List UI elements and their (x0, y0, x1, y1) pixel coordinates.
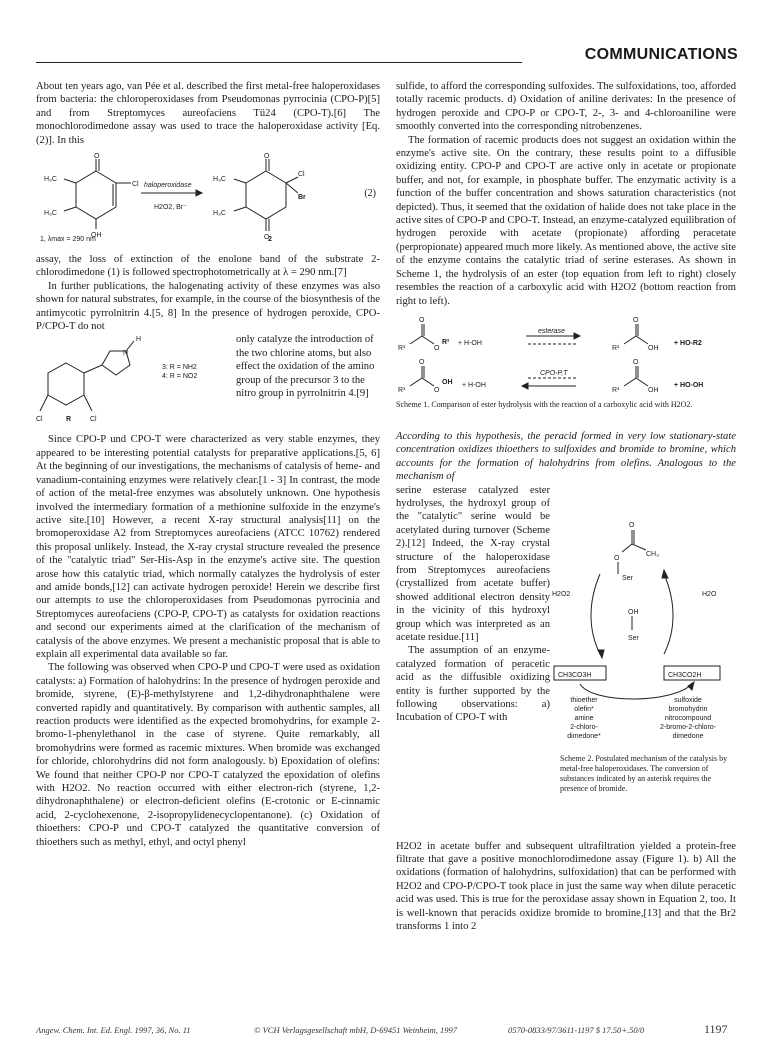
compound-1-label: 1, λmax = 290 nm (40, 236, 96, 244)
paragraph: The assumption of an enzyme-catalyzed formation of peracetic acid as the diffusible oxidizing entity is further supported by the following observations: a) Incubation of CPO-T with (396, 645, 550, 724)
scheme2-h2o: H2O (702, 590, 717, 598)
section-header: COMMUNICATIONS (584, 46, 738, 63)
paragraph: In further publications, the halogenating activity of these enzymes was also shown for natural substrates, for example, in the course of the biosynthesis of the antimycotic pyrrolnitrin 4.[5, 8] In the presence of hydrogen peroxide, CPO-P/CPO-T do not (36, 280, 380, 333)
svg-text:O: O (419, 358, 425, 366)
svg-text:Ser: Ser (628, 634, 639, 642)
scheme1-enzyme-esterase: esterase (538, 327, 565, 335)
scheme1-enzyme-cpo: CPO-P,T (540, 369, 568, 377)
scheme2-product-list (640, 696, 736, 741)
right-column (396, 80, 736, 933)
scheme2-h2o2: H2O2 (552, 590, 571, 598)
svg-text:CH₃: CH₃ (646, 550, 659, 558)
svg-text:Cl: Cl (36, 416, 43, 424)
svg-text:R¹: R¹ (398, 344, 406, 352)
svg-text:R¹: R¹ (398, 386, 406, 394)
scheme2-peracid-box: CH3CO3H (558, 671, 592, 679)
scheme1-hoh-top: + H-OH (458, 339, 482, 347)
paragraph: The following was observed when CPO-P und CPO-T were used as oxidation catalysts: a) Formation of halohydrins: In the presence of hydrogen peroxide and bromide, styrene, (E)-β-methylstyrene and 1,2-dihydronaphthalene were converted rapidly and quantitatively. By comparison with authentic samples, all reaction products were identified as the expected bromohydrins, for example 2-bromo-1-phenylethanol in the case of styrene. Quite remarkably, all bromohydrins were formed as racemic mixtures. When bromide was exchanged for chloride, chlorohydrins did not form analogously. b) Epoxidation of olefins: We found that neither CPO-P nor CPO-T catalyzed the epoxidation of olefins with H2O2. No reaction occurred with either electron-rich (styrene, 1,2-dihydronaphthalene) or electron-deficient olefins (E-crotonic or E-cinnamic acid, 2-cyclohexenone, 2-isopropylidenecyclopentanone). (c) Oxidation of thioethers: CPO-P und CPO-T catalyzed the quantitative conversion of thioethers such as methyl, ethyl, and octyl phenyl (36, 662, 380, 848)
svg-text:OH: OH (648, 344, 659, 352)
substrate-item: dimedone* (567, 732, 601, 740)
svg-text:H₃C: H₃C (213, 210, 226, 218)
svg-text:R²: R² (442, 338, 450, 346)
svg-text:O: O (633, 316, 639, 324)
paragraph: serine esterase catalyzed ester hydrolyses, the hydroxyl group of the "catalytic" serine would be acetylated during turnover (Scheme 2).[12] Indeed, the X-ray crystal structure of the haloperoxidase from Streptomyces aureofaciens (crystallized from acetate buffer) showed additional electron density in the vicinity of this hydroxyl group which was interpreted as an acetate residue.[11] (396, 484, 550, 643)
product-item: 2-bromo-2-chloro- (659, 723, 717, 731)
equation-2-structures (36, 153, 380, 245)
svg-text:O: O (614, 554, 620, 562)
header-rule (36, 62, 522, 63)
svg-text:R¹: R¹ (612, 386, 620, 394)
scheme2-acid-box: CH3CO2H (668, 671, 702, 679)
scheme2-substrate-list (554, 696, 614, 741)
substrate-item: olefin* (574, 705, 594, 713)
svg-text:OH: OH (442, 378, 453, 386)
equation-number: (2) (364, 188, 376, 200)
product-item: nitrocompound (664, 714, 712, 722)
product-item: dimedone (672, 732, 704, 740)
svg-text:O: O (419, 316, 425, 324)
scheme1-hor2: + HO-R2 (674, 339, 702, 347)
svg-text:O: O (94, 153, 100, 161)
svg-text:O: O (629, 521, 635, 529)
svg-text:H₃C: H₃C (213, 176, 226, 184)
substrate-item: 2-chloro- (570, 723, 598, 731)
compound-4-label: 4: R = NO2 (162, 373, 198, 381)
paragraph: assay, the loss of extinction of the enolone band of the substrate 2-chlorodimedone (1) is followed spectrophotometrically at λ = 290 nm.[7] (36, 254, 380, 279)
product-item: sulfoxide (674, 696, 702, 704)
substrate-item: thioether (570, 696, 598, 704)
product-item: bromohydrin (668, 705, 708, 713)
svg-text:R: R (66, 416, 72, 424)
left-column (36, 80, 380, 849)
svg-text:O: O (264, 153, 270, 161)
footer-publisher: © VCH Verlagsgesellschaft mbH, D-69451 Weinheim, 1997 (254, 1025, 458, 1035)
paragraph: Since CPO-P und CPO-T were characterized as very stable enzymes, they appeared to be interesting potential catalysts for preparative applications.[5, 6] At the beginning of our investigations, the mechanisms of catalysis of heme- and vanadium-containing enzymes were relatively clear.[1 - 3] In contrast, the mode of action of the metal-free enzymes was absolutely unknown. One hypothesis involved the intermediary formation of a methionine sulfoxide in the enzyme's active site.[10] However, a recent X-ray structural analysis[11] on the bromoperoxidase A2 from Streptomyces aureofaciens (ATCC 10762) rendered this proposal unlikely. Instead, the X-ray crystal structure revealed the presence of the "catalytic triad" Ser-His-Asp in the enzyme's active site. The question arose how this catalytic triad, which normally catalyzes the hydrolysis of ester and amide bonds,[12] can activate hydrogen peroxide! Herein we describe first our attempts to use the chloroperoxidases from Pseudomonas pyrrocinia and Streptomyces aureofaciens (CPO-P, CPO-T) as catalysts for oxidation reactions and second our experiments aimed at the clarification of the mechanism of catalysis of the above enzymes. We present a mechanistic proposal that is able to explain all experimental data available so far. (36, 434, 380, 660)
svg-text:Cl: Cl (132, 181, 139, 189)
scheme-2-block (396, 484, 736, 840)
paragraph: sulfide, to afford the corresponding sulfoxides. The sulfoxidations, too, afforded totally racemic products. d) Oxidation of aniline derivates: In the presence of hydrogen peroxide and CPO-P or CPO-T, 2-, 3- and 4-chloroaniline were smoothly converted into the corresponding nitrobenzenes. (396, 81, 736, 133)
scheme-1-caption: Scheme 1. Comparison of ester hydrolysis with the reaction of a carboxylic acid with H2O2. (396, 399, 693, 409)
equation-2 (36, 153, 380, 245)
substrate-item: amine (574, 714, 594, 722)
svg-text:O: O (264, 234, 270, 242)
svg-text:Cl: Cl (90, 416, 97, 424)
scheme-2 (552, 484, 736, 840)
footer-code: 0570-0833/97/3611-1197 $ 17.50+.50/0 (508, 1025, 645, 1035)
scheme1-hoh-bottom: + H-OH (462, 381, 486, 389)
svg-text:H₃C: H₃C (44, 210, 57, 218)
paragraph: The formation of racemic products does not suggest an oxidation within the enzyme's active site. On the contrary, these results point to a diffusible oxidizing entity. CPO-P and CPO-T are active only in acetate or propionate buffer, and not, for example, in phosphate buffer. The enzymatic activity is a function of the buffer concentration and shows saturation characteristics (not depicted). Thus, it seemed that the oxidation of halide does not take place in the active sites of CPO-P and CPO-T. Instead, an enzyme-catalyzed equilibration of hydrogen peroxide with acetate (propionate) affording peracetate (perpropionate) appeared much more likely. As mentioned above, the active site of the enzyme contains the catalytic triad of serine esterases. As shown in Scheme 1, the hydrolysis of an ester (top equation from left to right) closely resembles the reaction of a carboxylic acid with H2O2 (bottom reaction from right to left). (396, 134, 736, 307)
scheme-1 (396, 314, 736, 422)
svg-text:OH: OH (91, 232, 102, 240)
compound-3-label: 3: R = NH2 (162, 364, 197, 372)
scheme-2-caption: Scheme 2. Postulated mechanism of the catalysis by metal-free haloperoxidases. The conversion of substances indicated by an asterisk requires the presence of bromide. (560, 753, 728, 793)
paragraph: About ten years ago, van Pée et al. described the first metal-free haloperoxidases from bacteria: the chloroperoxidases from Pseudomonas pyrrocinia (CPO-P)[5] and from Streptomyces aureofaciens Tü24 (CPO-T).[6] The monochlorodimedone assay was used to trace the haloperoxidase activity [Eq. (2)]. In this (36, 81, 380, 146)
pyrrolnitrin-block (36, 333, 380, 433)
svg-text:N: N (123, 350, 129, 358)
svg-text:Br: Br (298, 194, 306, 202)
svg-text:R¹: R¹ (612, 344, 620, 352)
svg-text:H₃C: H₃C (44, 176, 57, 184)
eq-reagent-top: haloperoxidase (144, 182, 192, 190)
pyrrolnitrin-structure (36, 333, 186, 433)
svg-text:OH: OH (648, 386, 659, 394)
page-number: 1197 (704, 1022, 728, 1036)
paragraph: only catalyze the introduction of the two chlorine atoms, but also effect the oxidation of the amino group of the precursor 3 to the nitro group in pyrrolnitrin 4.[9] (236, 334, 375, 400)
footer-journal: Angew. Chem. Int. Ed. Engl. 1997, 36, No. 11 (36, 1025, 191, 1035)
paragraph: H2O2 in acetate buffer and subsequent ultrafiltration yielded a protein-free filtrate that gave a positive monochlorodimedone assay (Figure 1). b) All the oxidations (formation of halohydrins, sulfoxidation) that can be performed with H2O2 and CPO-P/CPO-T took place in just the same way when dilute peracetic acid was used. This is true for the peroxidase assay shown in Equation 2, too. It is well-known that peracids oxidize bromide to bromine,[13] and that the Br2 transforms 1 into 2 (396, 840, 736, 932)
svg-text:OH: OH (628, 608, 639, 616)
svg-text:O: O (434, 386, 440, 394)
svg-text:H: H (136, 336, 142, 344)
paragraph: According to this hypothesis, the peracid formed in very low stationary-state concentration oxidizes thioethers to sulfoxides and bromide to bromine, which accounts for the formation of halohydrins from olefins. Analogous to the mechanism of (396, 430, 736, 483)
svg-text:Cl: Cl (298, 171, 305, 179)
scheme1-hooh: + HO-OH (674, 381, 704, 389)
svg-text:O: O (633, 358, 639, 366)
svg-text:Ser: Ser (622, 574, 633, 582)
svg-text:O: O (434, 344, 440, 352)
eq-reagent-bottom: H2O2, Br⁻ (154, 204, 187, 212)
compound-2-label: 2 (268, 236, 272, 244)
